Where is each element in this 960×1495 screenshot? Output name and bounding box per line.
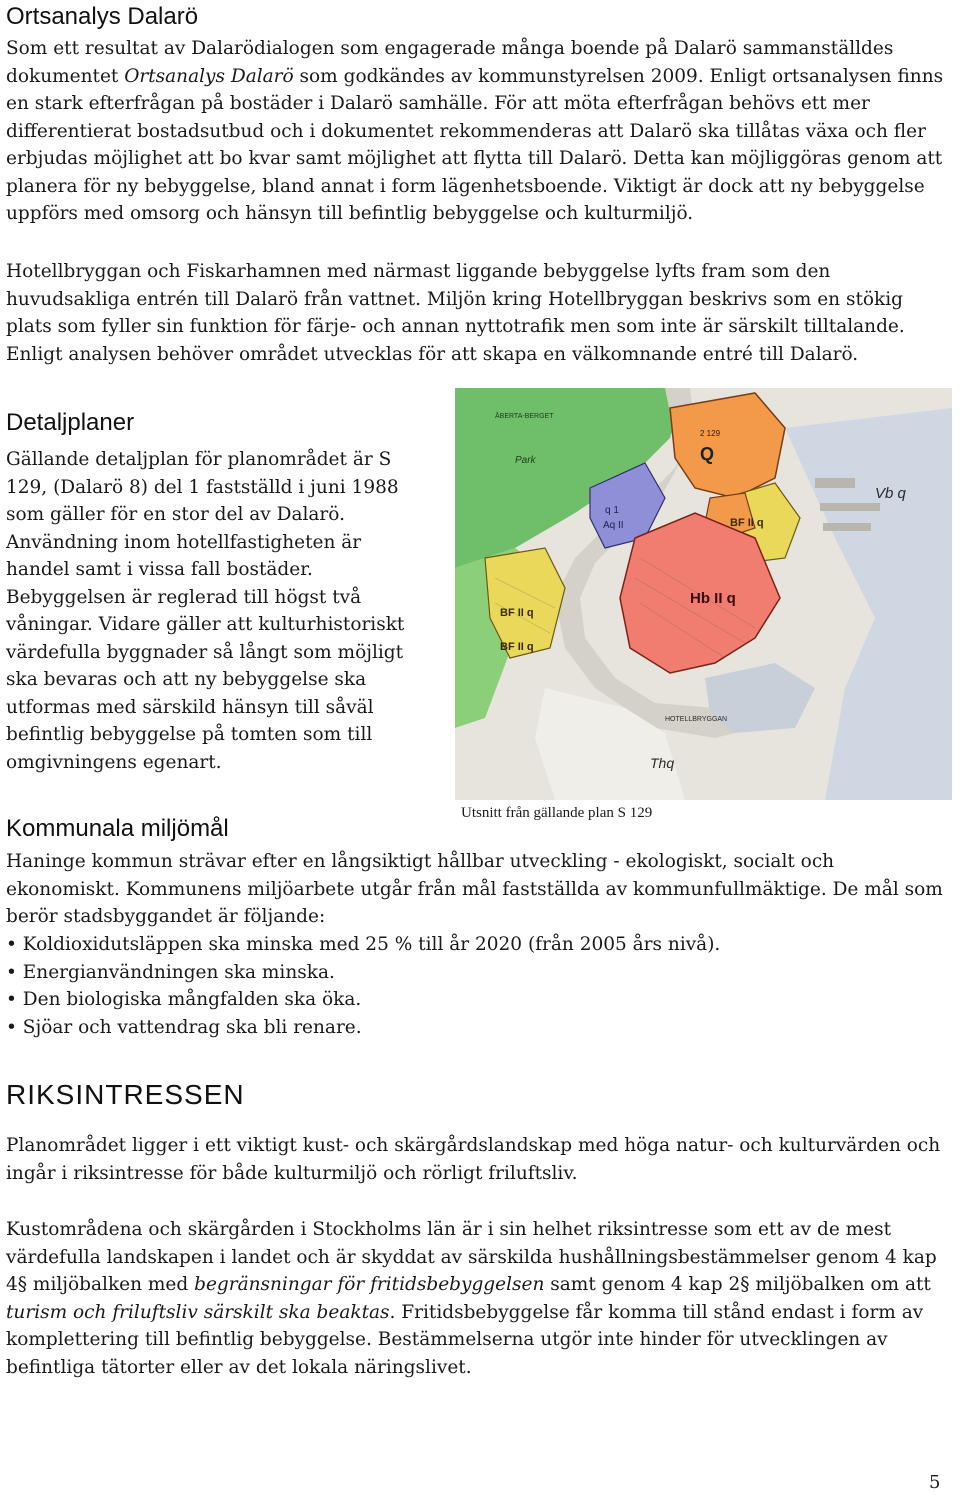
paragraph-ortsanalys-1 (6, 35, 946, 228)
paragraph-riksintressen-2 (6, 1216, 946, 1381)
list-item: • Energianvändningen ska minska. (6, 961, 335, 983)
paragraph-miljomal-intro: Haninge kommun strävar efter en långsiktigt hållbar utveckling - ekologiskt, socialt och ekonomiskt. Kommunens miljöarbete utgår från mål fastställda av kommunfullmäktige. De mål som berör stadsbyggandet är följande: (6, 851, 943, 927)
label-park: Park (515, 455, 536, 466)
pier (820, 503, 880, 511)
label-vb: Vb q (875, 485, 906, 502)
pier (823, 523, 871, 531)
label-q: Q (700, 444, 715, 464)
paragraph-riksintressen-1: Planområdet ligger i ett viktigt kust- och skärgårdslandskap med höga natur- och kulturvärden och ingår i riksintresse för både kulturmiljö och rörligt friluftsliv. (6, 1135, 941, 1184)
heading-ortsanalys: Ortsanalys Dalarö (6, 3, 199, 30)
list-item: • Den biologiska mångfalden ska öka. (6, 989, 362, 1010)
pier (815, 478, 855, 488)
heading-riksintressen: RIKSINTRESSEN (6, 1079, 245, 1110)
label-thq: Thq (650, 755, 675, 771)
heading-miljomal: Kommunala miljömål (6, 815, 229, 842)
label-q-number: 2 129 (700, 429, 721, 438)
heading-detaljplaner: Detaljplaner (6, 409, 135, 436)
list-item: • Sjöar och vattendrag ska bli renare. (6, 1016, 362, 1038)
label-bf-left: BF II q (500, 607, 534, 619)
map-caption: Utsnitt från gällande plan S 129 (461, 805, 653, 821)
zoning-map-image (455, 388, 952, 800)
italic-text: turism och friluftsliv särskilt ska beaktas (6, 1301, 390, 1323)
label-aq: Aq II (603, 520, 624, 531)
label-bf-lower: BF II q (500, 641, 534, 653)
text-span: Som ett resultat av Dalarödialogen som engagerade många boende på Dalarö sammanställdes dokumentet (6, 38, 894, 87)
label-q1: q 1 (605, 505, 619, 516)
label-abertaberget: ÅBERTA-BERGET (495, 413, 554, 420)
text-span: som godkändes av kommunstyrelsen 2009. Enligt ortsanalysen finns en stark efterfrågan på bostäder i Dalarö samhälle. För att möta efterfrågan behövs ett mer differentierat bostadsutbud och i dokumentet rekommenderas att Dalarö ska tillåtas växa och fler erbjudas möjlighet att bo kvar samt möjlighet att flytta till Dalarö. Detta kan möjliggöras genom att planera för ny bebyggelse, bland annat i form lägenhetsboende. Viktigt är dock att ny bebyggelse uppförs med omsorg och hänsyn till befintlig bebyggelse och kulturmiljö. (6, 65, 944, 224)
paragraph-ortsanalys-2: Hotellbryggan och Fiskarhamnen med närmast liggande bebyggelse lyfts fram som den huvudsakliga entrén till Dalarö från vattnet. Miljön kring Hotellbryggan beskrivs som en stökig plats som fyller sin funktion för färje- och annan nyttotrafik men som inte är särskilt tilltalande. Enligt analysen behöver området utvecklas för att skapa en välkomnande entré till Dalarö. (6, 261, 905, 365)
italic-document-title: Ortsanalys Dalarö (124, 65, 294, 87)
list-item: • Koldioxidutsläppen ska minska med 25 % till år 2020 (från 2005 års nivå). (6, 934, 721, 955)
list-miljomal (6, 931, 946, 1041)
text-span: samt genom 4 kap 2§ miljöbalken om att (544, 1274, 931, 1295)
zoning-map-svg (455, 388, 952, 800)
text-span: Kustområdena och skärgården i Stockholms län är i sin helhet riksintresse som ett av de mest värdefulla landskapen i landet och är skyddat av särskilda hushållningsbestämmelser genom 4 kap 4§ miljöbalken med (6, 1219, 937, 1295)
text-span: . Fritidsbebyggelse får komma till stånd endast i form av komplettering till befintlig bebyggelse. Bestämmelserna utgör inte hinder för utvecklingen av befintliga tätorter eller av det lokala näringslivet. (6, 1301, 924, 1378)
page-number: 5 (929, 1472, 941, 1493)
label-bf-right: BF II q (730, 517, 764, 529)
italic-text: begränsningar för fritidsbebyggelsen (194, 1274, 545, 1295)
label-hb: Hb II q (690, 590, 736, 607)
label-hotellbryggan: HOTELLBRYGGAN (665, 716, 728, 723)
paragraph-detaljplaner: Gällande detaljplan för planområdet är S 129, (Dalarö 8) del 1 fastställd i juni 1988 som gäller för en stor del av Dalarö. Användning inom hotellfastigheten är handel samt i vissa fall bostäder. Bebyggelsen är reglerad till högst två våningar. Vidare gäller att kulturhistoriskt värdefulla byggnader så långt som möjligt ska bevaras och att ny bebyggelse ska utformas med särskild hänsyn till såväl befintlig bebyggelse på tomten som till omgivningens egenart. (6, 449, 405, 773)
